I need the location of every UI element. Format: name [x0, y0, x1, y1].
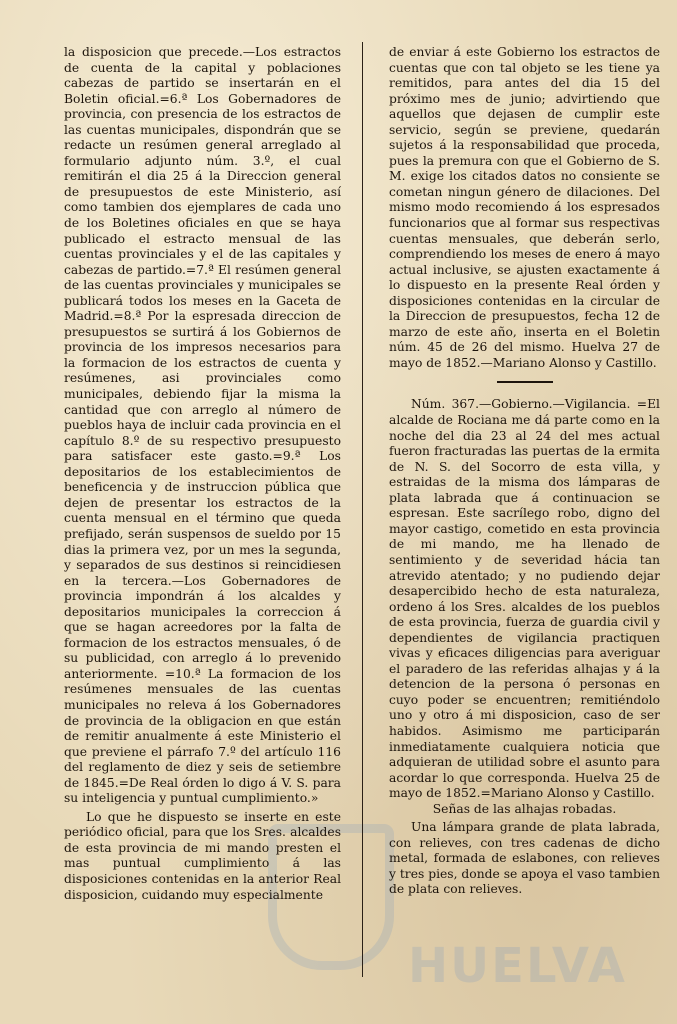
left-paragraph-1: la disposicion que precede.—Los estractos de cuenta de la capital y poblaciones cabezas de partido se insertarán en el Boletin oficial.=6.ª Los Gobernadores de provincia, con presencia de los estractos de las cuentas municipales, dispondrán que se redacte un resúmen general arreglado al formulario adjunto núm. 3.º, el cual remitirán el dia 25 á la Direccion general de presupuestos de este Ministerio, así como tambien dos ejemplares de cada uno de los Boletines oficiales en que se haya publicado el estracto mensual de las cuentas provinciales y el de las capitales y cabezas de partido.=7.ª El resúmen general de las cuentas provinciales y municipales se publicará todos los meses en la Gaceta de Madrid.=8.ª Por la espresada direccion de presupuestos se surtirá á los Gobiernos de provincia de los impresos necesarios para la formacion de los estractos de cuenta y resúmenes, asi provinciales como municipales, debiendo fijar la misma la cantidad que con arreglo al número de pueblos haya de incluir cada provincia en el capítulo 8.º de su respectivo presupuesto para satisfacer este gasto.=9.ª Los depositarios de los establecimientos de beneficencia y de instruccion pública que dejen de presentar los estractos de la cuenta mensual en el término que queda prefijado, serán suspensos de sueldo por 15 dias la primera vez, por un mes la segunda, y separados de sus destinos si reincidiesen en la tercera.—Los Gobernadores de provincia impondrán á los alcaldes y depositarios municipales la correccion á que se hagan acreedores por la falta de formacion de los estractos mensuales, ó de su publicidad, con arreglo á lo prevenido anteriormente. =10.ª La formacion de los resúmenes mensuales de las cuentas municipales no releva á los Gobernadores de provincia de la obligacion en que están de remitir anualmente á este Ministerio el que previene el párrafo 7.º del artículo 116 del reglamento de diez y seis de setiembre de 1845.=De Real órden lo digo á V. S. para su inteligencia y puntual cumplimiento.» [64, 45, 341, 806]
left-column [64, 45, 341, 903]
right-column [389, 45, 660, 898]
right-paragraph-1: de enviar á este Gobierno los estractos de cuentas que con tal objeto se les tiene ya remitidos, para antes del dia 15 del próximo mes de junio; advirtiendo que aquellos que dejasen de cumplir este servicio, según se previene, quedarán sujetos á la responsabilidad que proceda, pues la premura con que el Gobierno de S. M. exige los citados datos no consiente se cometan ningun género de dilaciones. Del mismo modo recomiendo á los espresados funcionarios que al formar sus respectivas cuentas mensuales, que deberán serlo, comprendiendo los meses de enero á mayo actual inclusive, se ajusten exactamente á lo dispuesto en la presente Real órden y disposiciones contenidas en la circular de la Direccion de presupuestos, fecha 12 de marzo de este año, inserta en el Boletin núm. 45 de 26 del mismo. Huelva 27 de mayo de 1852.—Mariano Alonso y Castillo. [389, 45, 660, 370]
watermark-text: HUELVA [408, 938, 627, 994]
left-paragraph-2: Lo que he dispuesto se inserte en este periódico oficial, para que los Sres. alcaldes de esta provincia de mi mando presten el mas puntual cumplimiento á las disposiciones contenidas en la anterior Real disposicion, cuidando muy especialmente [64, 809, 341, 902]
right-paragraph-3: Una lámpara grande de plata labrada, con relieves, con tres cadenas de dicho metal, formada de eslabones, con relieves y tres pies, donde se apoya el vaso tambien de plata con relieves. [389, 820, 660, 897]
right-paragraph-2: Núm. 367.—Gobierno.—Vigilancia. =El alcalde de Rociana me dá parte como en la noche del dia 23 al 24 del mes actual fueron fracturadas las puertas de la ermita de N. S. del Socorro de esta villa, y estraidas de la misma dos lámparas de plata labrada que á continuacion se espresan. Este sacrílego robo, digno del mayor castigo, cometido en esta provincia de mi mando, me ha llenado de sentimiento y de severidad hácia tan atrevido atentado; y no pudiendo dejar desapercibido hecho de esta naturaleza, ordeno á los Sres. alcaldes de los pueblos de esta provincia, fuerza de guardia civil y dependientes de vigilancia practiquen vivas y eficaces diligencias para averiguar el paradero de las referidas alhajas y á la detencion de la persona ó personas en cuyo poder se encuentren; remitiéndolo uno y otro á mi disposicion, caso de ser habidos. Asimismo me participarán inmediatamente cualquiera noticia que adquieran de utilidad sobre el asunto para acordar lo que corresponda. Huelva 25 de mayo de 1852.=Mariano Alonso y Castillo. [389, 397, 660, 801]
stolen-items-caption: Señas de las alhajas robadas. [432, 801, 617, 816]
column-divider [362, 42, 363, 977]
section-rule [497, 381, 553, 383]
